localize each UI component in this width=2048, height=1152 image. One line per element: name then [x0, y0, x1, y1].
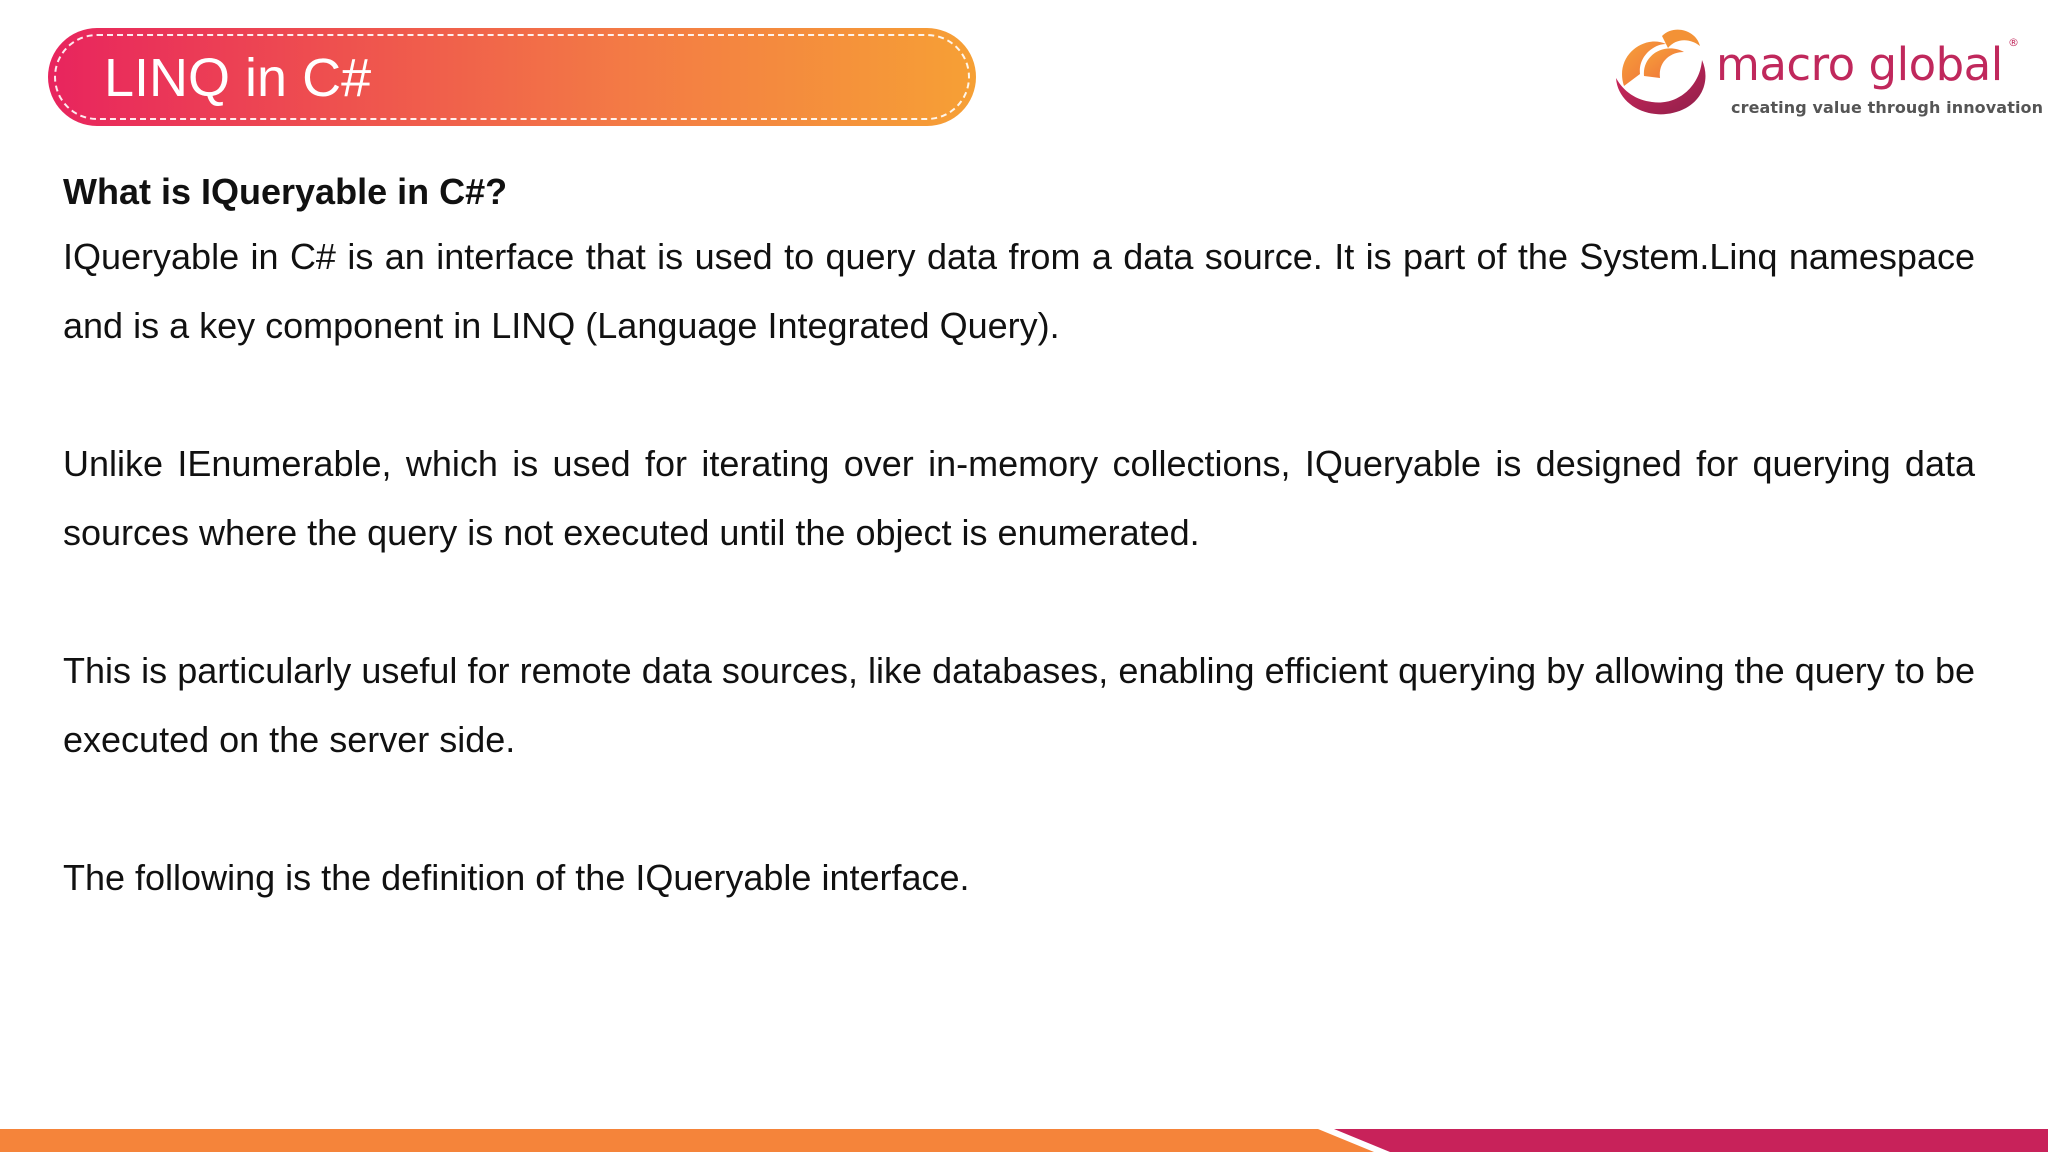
- logo-tagline: creating value through innovation: [1731, 98, 2044, 117]
- slide-content: [63, 162, 1975, 912]
- spacer: [63, 360, 1975, 429]
- spacer: [63, 567, 1975, 636]
- paragraph-usefulness: This is particularly useful for remote data sources, like databases, enabling efficient querying by allowing the query to be executed on the server side.: [63, 650, 1975, 760]
- title-banner: [48, 28, 976, 126]
- logo-wordmark: macro global: [1716, 38, 2003, 91]
- slide-title: LINQ in C#: [104, 48, 372, 108]
- registered-mark: ®: [2008, 36, 2019, 49]
- company-logo: [1604, 16, 2044, 126]
- section-heading: What is IQueryable in C#?: [63, 171, 508, 212]
- paragraph-comparison: Unlike IEnumerable, which is used for iterating over in-memory collections, IQueryable is designed for querying data sources where the query is not executed until the object is enumerated.: [63, 443, 1975, 553]
- paragraph-intro-definition: The following is the definition of the IQueryable interface.: [63, 857, 970, 898]
- paragraph-definition: IQueryable in C# is an interface that is used to query data from a data source. It is part of the System.Linq namespace and is a key component in LINQ (Language Integrated Query).: [63, 236, 1975, 346]
- logo-swirl-icon: [1604, 16, 1714, 126]
- spacer: [63, 774, 1975, 843]
- footer-bar: [0, 1129, 2048, 1152]
